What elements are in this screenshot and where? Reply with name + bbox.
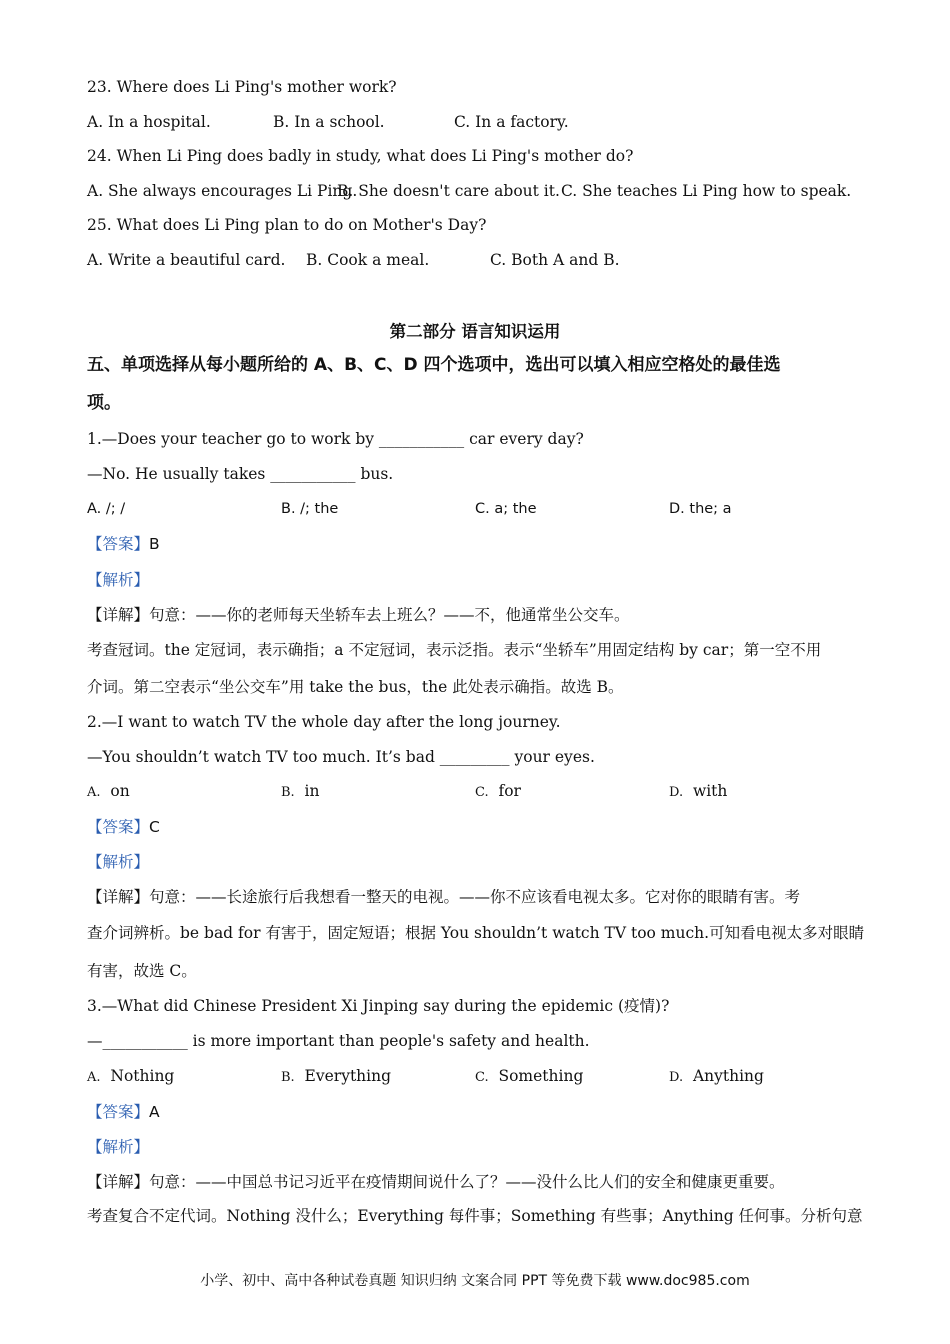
section-title-line1: 五、单项选择从每小题所给的 A、B、C、D 四个选项中，选出可以填入相应空格处的最佳选 [87,355,781,375]
question-2-detail-line1 [87,887,800,907]
detail-text: 句意：——长途旅行后我想看一整天的电视。——你不应该看电视太多。它对你的眼睛有害。考 [149,888,801,906]
analysis-label: 【解析】 [87,1138,150,1156]
question-1-option-b: B. /; the [281,501,339,517]
page-footer: 小学、初中、高中各种试卷真题 知识归纳 文案合同 PPT 等免费下载 www.doc985.com [200,1273,750,1289]
question-2-option-a: A. on [87,782,130,800]
analysis-label: 【解析】 [87,571,150,589]
question-2-option-b: B. in [281,782,320,800]
question-1-option-a: A. /; / [87,501,126,517]
question-24-stem: 24. When Li Ping does badly in study, what does Li Ping's mother do? [87,147,634,165]
question-2-analysis-label [87,852,149,872]
question-2-option-c: C. for [475,782,521,800]
question-2-line2: —You shouldn’t watch TV too much. It’s bad _________ your eyes. [87,748,595,766]
answer-value: C [149,818,160,836]
question-2-option-d: D. with [669,782,728,800]
answer-label: 【答案】 [87,1103,150,1121]
question-1-analysis-label [87,570,149,590]
part-title: 第二部分 语言知识运用 [389,322,561,341]
question-2-answer [87,817,160,837]
question-1-detail-line3: 介词。第二空表示“坐公交车”用 take the bus，the 此处表示确指。故选 B。 [87,678,624,696]
question-3-line1: 3.—What did Chinese President Xi Jinping say during the epidemic (疫情)? [87,997,670,1015]
detail-text: 句意：——中国总书记习近平在疫情期间说什么了？——没什么比人们的安全和健康更重要。 [149,1173,785,1191]
question-2-detail-line3: 有害，故选 C。 [87,962,197,980]
question-2-line1: 2.—I want to watch TV the whole day after the long journey. [87,713,561,731]
question-3-line2: —___________ is more important than people's safety and health. [87,1032,590,1050]
question-25-stem: 25. What does Li Ping plan to do on Mother's Day? [87,216,487,234]
question-23-option-a: A. In a hospital. [87,113,211,131]
question-1-detail-line2: 考查冠词。the 定冠词，表示确指；a 不定冠词，表示泛指。表示“坐轿车”用固定结构 by car；第一空不用 [87,641,822,659]
question-25-option-c: C. Both A and B. [490,251,620,269]
question-3-option-c: C. Something [475,1067,584,1085]
question-23-stem: 23. Where does Li Ping's mother work? [87,78,397,96]
question-25-option-b: B. Cook a meal. [306,251,430,269]
question-1-line2: —No. He usually takes ___________ bus. [87,465,394,483]
question-1-answer [87,534,160,554]
question-1-detail-line1 [87,605,630,625]
question-3-detail-line2: 考查复合不定代词。Nothing 没什么；Everything 每件事；Something 有些事；Anything 任何事。分析句意 [87,1207,863,1225]
question-3-analysis-label [87,1137,149,1157]
question-1-option-d: D. the; a [669,501,732,517]
question-23-option-c: C. In a factory. [454,113,569,131]
section-title-line2: 项。 [87,393,121,413]
question-24-option-b: B. She doesn't care about it. [337,182,560,200]
question-2-detail-line2: 查介词辨析。be bad for 有害于，固定短语；根据 You shouldn’t watch TV too much.可知看电视太多对眼睛 [87,924,865,942]
question-25-option-a: A. Write a beautiful card. [87,251,286,269]
question-3-option-d: D. Anything [669,1067,764,1085]
answer-value: B [149,535,160,553]
detail-label: 【详解】 [87,606,150,624]
detail-label: 【详解】 [87,1173,150,1191]
question-23-option-b: B. In a school. [273,113,385,131]
detail-label: 【详解】 [87,888,150,906]
detail-text: 句意：——你的老师每天坐轿车去上班么？——不，他通常坐公交车。 [149,606,630,624]
answer-value: A [149,1103,160,1121]
answer-label: 【答案】 [87,535,150,553]
question-24-option-c: C. She teaches Li Ping how to speak. [561,182,852,200]
question-1-option-c: C. a; the [475,501,537,517]
analysis-label: 【解析】 [87,853,150,871]
question-3-detail-line1 [87,1172,785,1192]
answer-label: 【答案】 [87,818,150,836]
question-3-option-a: A. Nothing [87,1067,175,1085]
question-1-line1: 1.—Does your teacher go to work by ___________ car every day? [87,430,584,448]
question-3-option-b: B. Everything [281,1067,392,1085]
question-24-option-a: A. She always encourages Li Ping. [87,182,358,200]
question-3-answer [87,1102,160,1122]
